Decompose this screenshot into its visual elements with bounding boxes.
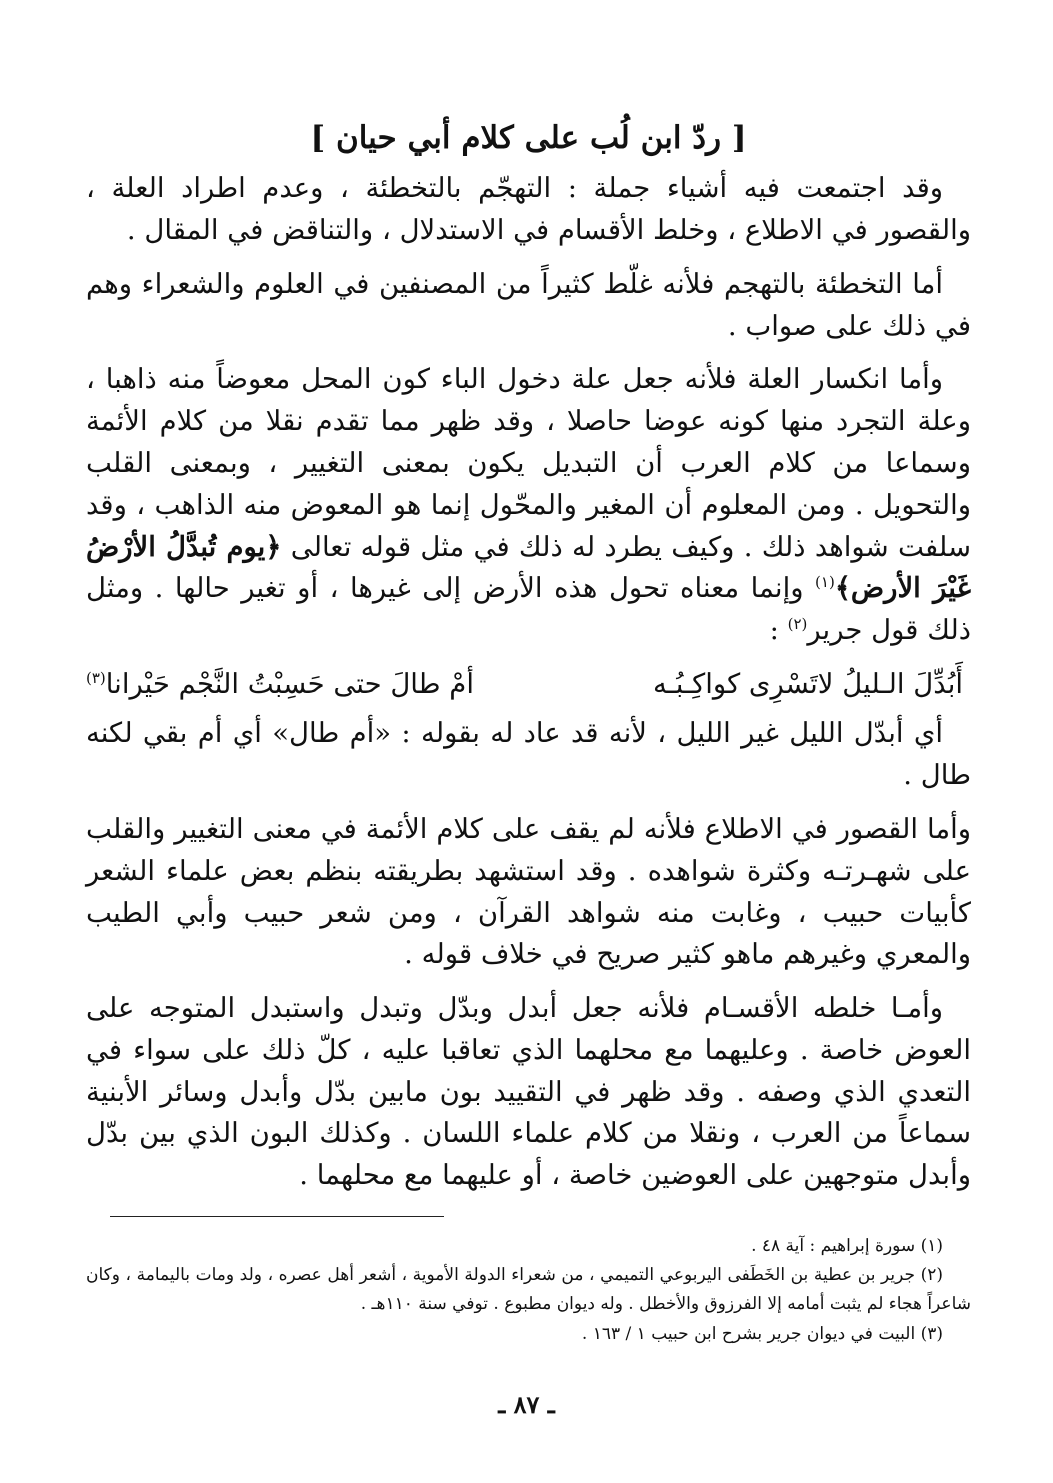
footnotes xyxy=(86,1232,971,1349)
paragraph-4: أي أبدّل الليل غير الليل ، لأنه قد عاد له بقوله : «أم طال» أي أم بقي لكنه طال . xyxy=(86,717,971,792)
verse-second-hemistich-text: أمْ طالَ حتى حَسِبْتُ النَّجْم حَيْرانا xyxy=(105,668,474,701)
footnote-ref-1[interactable]: (١) xyxy=(815,573,835,592)
verse-first-hemistich: أَبُدِّلَ الـليلُ لاتَسْرِى كواكِـبُـه xyxy=(653,668,963,701)
footnote-divider xyxy=(110,1216,444,1217)
footnote-ref-2[interactable]: (٢) xyxy=(787,615,808,634)
paragraph-1: وقد اجتمعت فيه أشياء جملة : التهجّم بالتخطئة ، وعدم اطراد العلة ، والقصور في الاطلاع ، وخلط الأقسام في الاستدلال ، والتناقض في المقال . xyxy=(86,172,971,247)
footnote-2: (٢) جرير بن عطية بن الخَطَفى اليربوعي التميمي ، من شعراء الدولة الأموية ، أشعر أهل عصره ، ولد ومات باليمامة ، وكان شاعراً هجاء لم يثبت أمامه إلا الفرزوق والأخطل . وله ديوان مطبوع . توفي سنة ١١٠هـ . xyxy=(86,1265,971,1315)
quran-quote: ﴿يوم تُبدَّلُ الأرْضُ غَيْرَ الأرض﴾ xyxy=(86,530,971,605)
paragraph-2: أما التخطئة بالتهجم فلأنه غلّط كثيراً من المصنفين في العلوم والشعراء وهم في ذلك على صواب . xyxy=(86,267,971,342)
paragraph-5: وأما القصور في الاطلاع فلأنه لم يقف على كلام الأئمة في معنى التغيير والقلب على شهـرتـه وكثرة شواهده . وقد استشهد بطريقته بنظم بعض علماء الشعر كأبيات حبيب ، وغابت منه شواهد القرآن ، ومن شعر حبيب وأبي الطيب والمعري وغيرهم ماهو كثير صريح في خلاف قوله . xyxy=(86,812,971,971)
footnote-1: (١) سورة إبراهيم : آية ٤٨ . xyxy=(751,1236,943,1256)
paragraph-3-text-before: وأما انكسار العلة فلأنه جعل علة دخول الباء كون المحل معوضاً منه ذاهبا ، وعلة التجرد منها كونه عوضا حاصلا ، وقد ظهر مما تقدم نقلا من كلام الأئمة وسماعا من كلام العرب أن التبديل يكون بمعنى التغيير ، وبمعنى القلب والتحويل . ومن المعلوم أن المغير والمحّول إنما هو المعوض منه الذاهب ، وقد سلفت شواهد ذلك . وكيف يطرد له ذلك في مثل قوله تعالى xyxy=(86,363,972,563)
page-number: ـ ٨٧ ـ xyxy=(498,1390,555,1419)
footnote-3: (٣) البيت في ديوان جرير بشرح ابن حبيب ١ / ١٦٣ . xyxy=(581,1323,943,1344)
paragraph-3-text-after: : xyxy=(769,614,788,647)
paragraph-3 xyxy=(86,359,971,652)
section-heading: [ ردّ ابن لُب على كلام أبي حيان ] xyxy=(310,120,747,156)
verse-second-hemistich xyxy=(86,664,474,705)
paragraph-6: وأمـا خلطه الأقسـام فلأنه جعل أبدل وبدّل وتبدل واستبدل المتوجه على العوض خاصة . وعليهما مع محلهما الذي تعاقبا عليه ، كلّ ذلك على سواء في التعدي الذي وصفه . وقد ظهر في التقييد بون مابين بدّل وأبدل وسائر الأبنية سماعاً من العرب ، ونقلا من كلام علماء اللسان . وكذلك البون الذي بين بدّل وأبدل متوجهين على العوضين خاصة ، أو عليهما مع محلهما . xyxy=(86,992,971,1192)
paragraph-3-text-middle: وإنما معناه تحول هذه الأرض إلى غيرها ، أو تغير حالها . ومثل ذلك قول جرير xyxy=(86,572,971,647)
poetry-verse xyxy=(86,664,971,705)
footnote-ref-3[interactable]: (٣) xyxy=(86,668,106,687)
